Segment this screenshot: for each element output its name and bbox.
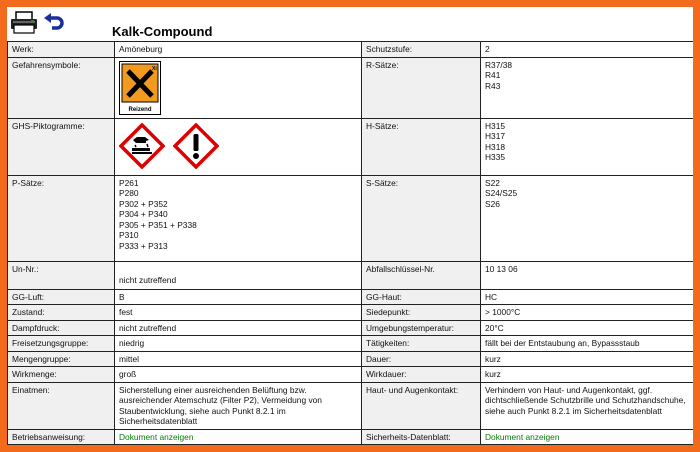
mengengruppe-value: mittel — [115, 351, 362, 367]
haut-augenkontakt-label: Haut- und Augenkontakt: — [362, 382, 481, 429]
undo-icon[interactable] — [43, 13, 65, 36]
table-row — [8, 261, 696, 289]
table-row — [8, 175, 696, 261]
ghs-label: GHS-Piktogramme: — [8, 118, 115, 175]
table-row — [8, 336, 696, 352]
un-nr-value: nicht zutreffend — [115, 261, 362, 289]
wirkmenge-value: groß — [115, 367, 362, 383]
page-title: Kalk-Compound — [112, 24, 213, 39]
dampfdruck-value: nicht zutreffend — [115, 320, 362, 336]
s-saetze-value: S22 S24/S25 S26 — [481, 175, 696, 261]
sicherheitsdatenblatt-link[interactable]: Dokument anzeigen — [485, 431, 560, 442]
corrosion-ghs-icon — [119, 123, 165, 169]
exclamation-ghs-icon — [173, 123, 219, 169]
table-row — [8, 57, 696, 118]
betriebsanweisung-label: Betriebsanweisung: — [8, 429, 115, 445]
un-nr-label: Un-Nr.: — [8, 261, 115, 289]
h-saetze-label: H-Sätze: — [362, 118, 481, 175]
table-row — [8, 382, 696, 429]
zustand-label: Zustand: — [8, 305, 115, 321]
hazard-code: Xi — [152, 65, 157, 72]
freisetzungsgruppe-value: niedrig — [115, 336, 362, 352]
table-row — [8, 320, 696, 336]
toolbar — [7, 7, 693, 41]
hazard-caption: Reizend — [128, 106, 152, 113]
zustand-value: fest — [115, 305, 362, 321]
gefahrensymbole-value — [115, 57, 362, 118]
schutzstufe-value: 2 — [481, 42, 696, 58]
abfall-label: Abfallschlüssel-Nr. — [362, 261, 481, 289]
wirkdauer-value: kurz — [481, 367, 696, 383]
r-saetze-value: R37/38 R41 R43 — [481, 57, 696, 118]
table-row — [8, 42, 696, 58]
p-saetze-label: P-Sätze: — [8, 175, 115, 261]
table-row — [8, 289, 696, 305]
gg-haut-value: HC — [481, 289, 696, 305]
substance-table — [7, 41, 696, 445]
p-saetze-value: P261 P280 P302 + P352 P304 + P340 P305 + P351 + P338 P310 P333 + P313 — [115, 175, 362, 261]
ghs-value — [115, 118, 362, 175]
h-saetze-value: H315 H317 H318 H335 — [481, 118, 696, 175]
sicherheitsdatenblatt-label: Sicherheits-Datenblatt: — [362, 429, 481, 445]
wirkmenge-label: Wirkmenge: — [8, 367, 115, 383]
umgebungstemperatur-value: 20°C — [481, 320, 696, 336]
betriebsanweisung-link[interactable]: Dokument anzeigen — [119, 431, 194, 442]
betriebsanweisung-cell — [115, 429, 362, 445]
gg-haut-label: GG-Haut: — [362, 289, 481, 305]
einatmen-value: Sicherstellung einer ausreichenden Belüftung bzw. ausreichender Atemschutz (Filter P2), Vermeidung von Staubentwicklung, siehe auch Punkt 8.2.1 im Sicherheitsdatenblatt — [115, 382, 362, 429]
table-row — [8, 118, 696, 175]
table-row — [8, 305, 696, 321]
siedepunkt-label: Siedepunkt: — [362, 305, 481, 321]
gefahrensymbole-label: Gefahrensymbole: — [8, 57, 115, 118]
table-row — [8, 367, 696, 383]
sicherheitsdatenblatt-cell — [481, 429, 696, 445]
werk-label: Werk: — [8, 42, 115, 58]
freisetzungsgruppe-label: Freisetzungsgruppe: — [8, 336, 115, 352]
siedepunkt-value: > 1000°C — [481, 305, 696, 321]
r-saetze-label: R-Sätze: — [362, 57, 481, 118]
umgebungstemperatur-label: Umgebungstemperatur: — [362, 320, 481, 336]
wirkdauer-label: Wirkdauer: — [362, 367, 481, 383]
dauer-label: Dauer: — [362, 351, 481, 367]
table-row — [8, 351, 696, 367]
dampfdruck-label: Dampfdruck: — [8, 320, 115, 336]
irritant-hazard-icon — [119, 61, 161, 115]
einatmen-label: Einatmen: — [8, 382, 115, 429]
dauer-value: kurz — [481, 351, 696, 367]
haut-augenkontakt-value: Verhindern von Haut- und Augenkontakt, ggf. dichtschließende Schutzbrille und Schutzhandschuhe, siehe auch Punkt 8.2.1 im Sicherheitsdatenblatt — [481, 382, 696, 429]
schutzstufe-label: Schutzstufe: — [362, 42, 481, 58]
werk-value: Amöneburg — [115, 42, 362, 58]
taetigkeiten-label: Tätigkeiten: — [362, 336, 481, 352]
gg-luft-value: B — [115, 289, 362, 305]
taetigkeiten-value: fällt bei der Entstaubung an, Bypassstaub — [481, 336, 696, 352]
s-saetze-label: S-Sätze: — [362, 175, 481, 261]
abfall-value: 10 13 06 — [481, 261, 696, 289]
gg-luft-label: GG-Luft: — [8, 289, 115, 305]
printer-icon[interactable] — [10, 11, 38, 40]
table-row — [8, 429, 696, 445]
mengengruppe-label: Mengengruppe: — [8, 351, 115, 367]
